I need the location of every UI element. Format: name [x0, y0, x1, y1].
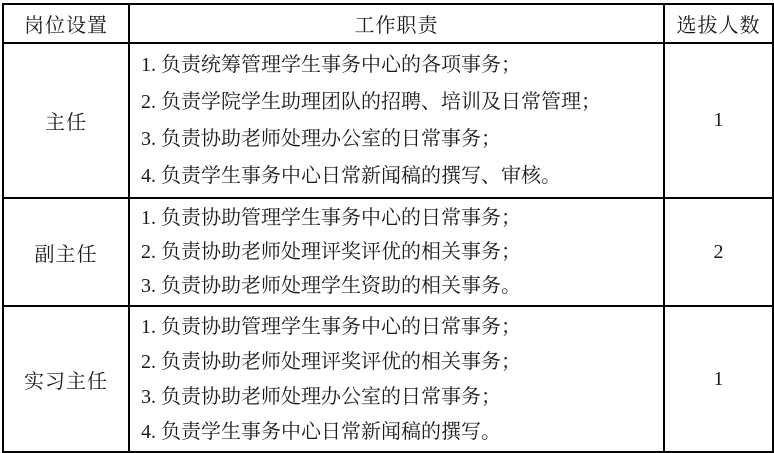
header-selection-count: 选拔人数	[664, 4, 773, 43]
duties-list	[130, 44, 663, 197]
duties-cell	[129, 306, 664, 452]
duties-cell	[129, 198, 664, 306]
duty-line: 1. 负责协助管理学生事务中心的日常事务；	[141, 315, 521, 338]
count-cell: 1	[664, 43, 773, 198]
duty-line: 2. 负责协助老师处理评奖评优的相关事务；	[141, 241, 521, 263]
duty-line: 4. 负责学生事务中心日常新闻稿的撰写、审核。	[141, 165, 561, 188]
duty-line: 1. 负责统筹管理学生事务中心的各项事务；	[141, 53, 521, 76]
table-row-intern-director	[3, 306, 773, 452]
position-cell: 主任	[3, 43, 129, 198]
position-table	[2, 3, 774, 453]
duty-line: 2. 负责学院学生助理团队的招聘、培训及日常管理；	[141, 90, 601, 113]
table-row-deputy-director	[3, 198, 773, 306]
header-position-setup: 岗位设置	[3, 4, 129, 43]
table-row-director	[3, 43, 773, 198]
duties-cell	[129, 43, 664, 198]
header-row	[3, 4, 773, 43]
position-cell: 实习主任	[3, 306, 129, 452]
duty-line: 3. 负责协助老师处理办公室的日常事务；	[141, 128, 501, 151]
duties-list	[130, 307, 663, 451]
count-cell: 1	[664, 306, 773, 452]
duty-line: 4. 负责学生事务中心日常新闻稿的撰写。	[141, 420, 501, 443]
duty-line: 3. 负责协助老师处理办公室的日常事务；	[141, 385, 501, 408]
duty-line: 1. 负责协助管理学生事务中心的日常事务；	[141, 207, 521, 229]
position-cell: 副主任	[3, 198, 129, 306]
count-cell: 2	[664, 198, 773, 306]
header-job-duties: 工作职责	[129, 4, 664, 43]
duties-list	[130, 199, 663, 305]
duty-line: 2. 负责协助老师处理评奖评优的相关事务；	[141, 350, 521, 373]
duty-line: 3. 负责协助老师处理学生资助的相关事务。	[141, 275, 521, 297]
